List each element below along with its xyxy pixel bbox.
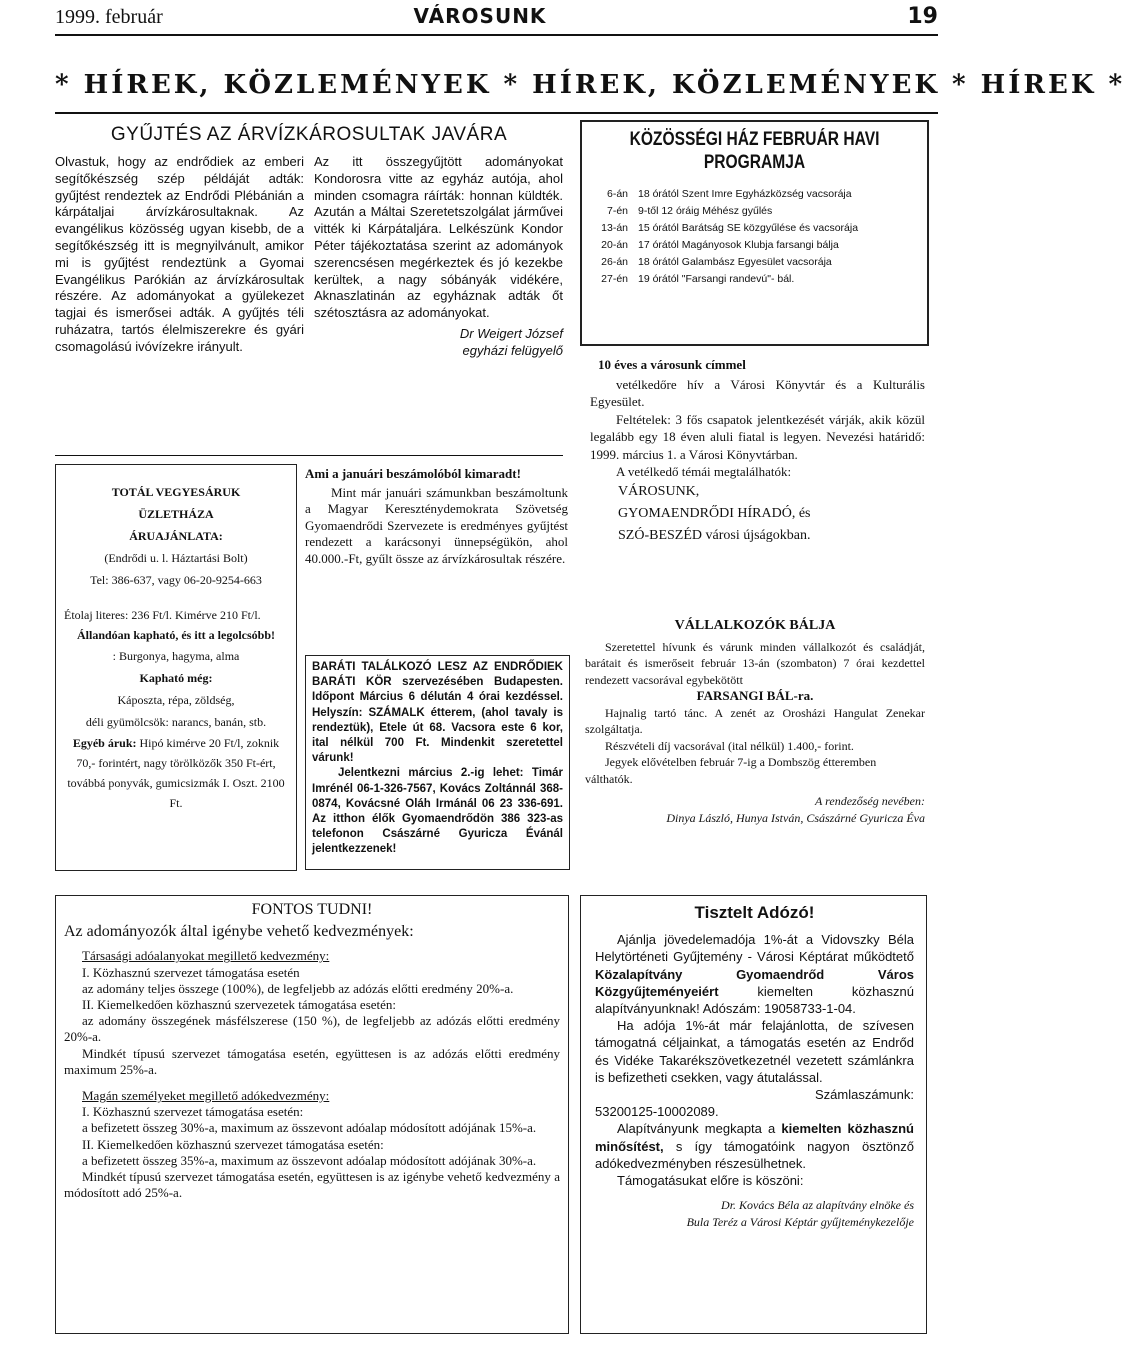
page-number: 19 <box>907 4 938 29</box>
fontos-m2-head: II. Kiemelkedően közhasznú szervezet támogatása esetén: <box>82 1136 384 1152</box>
program-item <box>582 237 927 254</box>
varosunk10-topics <box>618 481 925 547</box>
ball-farsangi: FARSANGI BÁL-ra. <box>696 688 814 703</box>
ado-p1: Ajánlja jövedelemadója 1%-át a Vidovszky Béla Helytörténeti Gyűjtemény - Városi Képtárat működtető Közalapítvány Gyomaendrőd Város Közgyűjteményeiért kiemelten közhasznú alapítványunknak! Adószám: 19058733-1-04. <box>595 932 914 1017</box>
program-item <box>582 186 927 203</box>
program-item <box>582 254 927 271</box>
total-kaphato: Kapható még: <box>139 671 213 685</box>
banner-rule <box>55 112 938 114</box>
program-day: 6-án <box>606 188 628 200</box>
ado-box <box>580 895 927 1334</box>
total-list2: Káposzta, répa, zöldség, <box>117 693 235 707</box>
gyujtes-title: GYŰJTÉS AZ ÁRVÍZKÁROSULTAK JAVÁRA <box>110 124 508 145</box>
fontos-tars-head: Társasági adóalanyokat megillető kedvezmény: <box>82 948 330 964</box>
ball-article <box>585 618 925 826</box>
program-day: 13-án <box>601 222 628 234</box>
issue-date: 1999. február <box>55 6 163 28</box>
varosunk10-article <box>590 356 925 547</box>
fontos-t2-text: az adomány összegének másfélszerese (150 %), de legfeljebb az adózás előtti eredmény 20%-a. <box>64 1013 560 1045</box>
total-list3: déli gyümölcsök: narancs, banán, stb. <box>85 715 267 729</box>
program-desc: 17 órától Magányosok Klubja farsangi bálja <box>638 239 839 251</box>
ball-signature-2: Dinya László, Hunya István, Császárné Gyuricza Éva <box>666 810 925 825</box>
ado-p4: Támogatásukat előre is köszöni: <box>617 1173 804 1189</box>
fontos-t2-head: II. Kiemelkedően közhasznú szervezetek támogatása esetén: <box>82 997 397 1013</box>
fontos-t3-text: Mindkét típusú szervezet támogatása esetén, együttesen is az adózás előtti eredmény maximum 25%-a. <box>64 1045 560 1077</box>
kozossegi-title: KÖZÖSSÉGI HÁZ FEBRUÁR HAVI PROGRAMJA <box>629 129 880 173</box>
barati-text: BARÁTI KÖR szervezésében Budapesten. Időpont Március 6 délután 4 órai kezdéssel. Helyszín: SZÁMALK étterem, (ahol tavaly is rendeztük), Etele út 68. Vacsora este 6 kor, ital nélkül 700 Ft. Mindenkit szeretettel várunk! <box>312 676 563 765</box>
total-etolaj: Étolaj literes: 236 Ft/l. Kimérve 210 Ft/l. <box>64 608 261 622</box>
program-day: 26-án <box>601 256 628 268</box>
barati-box <box>305 655 570 870</box>
ball-title: VÁLLALKOZÓK BÁLJA <box>674 618 836 633</box>
gyujtes-article <box>55 118 563 360</box>
total-line2: ÜZLETHÁZA <box>138 507 214 521</box>
barati-title: BARÁTI TALÁLKOZÓ LESZ AZ ENDRŐDIEK <box>312 661 563 673</box>
ball-signature-1: A rendezőség nevében: <box>815 794 925 808</box>
total-line3: ÁRUAJÁNLATA: <box>129 529 223 543</box>
ado-szamla: 53200125-10002089. <box>595 1104 719 1120</box>
kozossegi-box <box>580 120 929 346</box>
total-allandoan: Állandóan kapható, és itt a legolcsóbb! <box>76 628 276 642</box>
fontos-m3-text: Mindkét típusú szervezet támogatása esetén, együttesen is az igénybe vehető kedvezmény a módosított adó 25%-a. <box>64 1169 560 1201</box>
program-desc: 18 órától Szent Imre Egyházközség vacsorája <box>638 188 852 200</box>
total-line1: TOTÁL VEGYESÁRUK <box>111 485 241 499</box>
varosunk10-p2: Feltételek: 3 fős csapatok jelentkezését várják, akik közül legalább egy 18 éven aluli fiatal is legyen. Nevezési határidő: 1999. március 1. a Városi Könyvtárban. <box>590 411 925 462</box>
program-day: 27-én <box>601 273 628 285</box>
total-phone: Tel: 386-637, vagy 06-20-9254-663 <box>90 573 262 587</box>
januari-title: Ami a januári beszámolóból kimaradt! <box>305 466 521 481</box>
program-item <box>582 271 927 288</box>
gyujtes-signature-role: egyházi felügyelő <box>462 342 563 358</box>
kozossegi-list <box>582 186 927 288</box>
fontos-title: FONTOS TUDNI! <box>251 901 373 918</box>
gyujtes-signature-name: Dr Weigert József <box>459 325 563 341</box>
fontos-m2-text: a befizetett összeg 35%-a, maximum az összevont adóalap módosított adójának 30%-a. <box>82 1152 537 1168</box>
program-desc: 15 órától Barátság SE közgyűlése és vacsorája <box>638 222 859 234</box>
ado-p3: Alapítványunk megkapta a kiemelten közhasznú minősítést, s így támogatóink nagyon ösztönző adókedvezményben részesülhetnek. <box>595 1121 914 1171</box>
varosunk10-topic: VÁROSUNK, <box>618 483 700 499</box>
varosunk10-topic: GYOMAENDRŐDI HÍRADÓ, és <box>618 505 811 521</box>
program-desc: 9-től 12 óráig Méhész gyűlés <box>638 205 773 217</box>
total-egyeb: Egyéb áruk: Hipó kimérve 20 Ft/l, zoknik 70,- forintért, nagy törölközők 350 Ft-ért, továbbá ponyvák, gumicsizmák I. Oszt. 2100 Ft. <box>67 736 285 810</box>
program-day: 20-án <box>601 239 628 251</box>
paper-name: VÁROSUNK <box>413 4 547 28</box>
gyujtes-col1: Olvastuk, hogy az endrődiek az emberi segítőkészség szép példáját adták: gyűjtést rendeztek az Endrődi Plébánián a kárpátaljai árvízkárosultaknak. Az evangélikus közösség ugyan kisebb, de a segítőkészség itt is megnyilvánult, amikor mi is gyűjtést rendeztünk a Gyomai Evangélikus Parókián az árvízkárosultak részére. Az adományokat a gyülekezet tagjai és ismerősei adták. A gyűjtés téli ruházatra, tartós élelmiszerekre és gyári csomagolású ivóvízekre irányult. <box>55 154 304 354</box>
gyujtes-col2: Az itt összegyűjtött adományokat Kondorosra vitte az egyház autója, ahol minden csomagra ráírták: honnan küldték. Azután a Máltai Szeretetszolgálat járművei vitték ki Kárpátaljára. Lelkészünk Kondor Péter tájékoztatása szerint az adományok szerencsésen megérkeztek és jó kezekbe kerültek, a nagy sóbányák vidékére, Aknaszlatinán az egyháznak adták őt szétosztásra az adományokat. <box>314 154 563 321</box>
varosunk10-p3: A vetélkedő témái megtalálhatók: <box>616 464 792 479</box>
program-item <box>582 220 927 237</box>
ball-p3: Részvételi díj vacsorával (ital nélkül) 1.400,- forint. <box>605 738 854 753</box>
program-day: 7-én <box>606 205 628 217</box>
ado-signature-2: Bula Teréz a Városi Képtár gyűjteménykezelője <box>686 1215 914 1230</box>
barati-jelentkezni: Jelentkezni március 2.-ig lehet: Timár Imrénél 06-1-326-7567, Kovács Zoltánnál 368-0874, Kovácsné Oláh Irmánál 06 23 336-691. Az itthon élők Gyomaendrődön 386 323-as telefonon Császárné Gyuricza Évánál jelentkezzenek! <box>312 767 563 856</box>
program-desc: 19 órától "Farsangi randevú"- bál. <box>638 273 795 285</box>
varosunk10-p1: vetélkedőre hív a Városi Könyvtár és a Kulturális Egyesület. <box>590 376 925 409</box>
program-desc: 18 órától Galambász Egyesület vacsorája <box>638 256 832 268</box>
section-banner: * HÍREK, KÖZLEMÉNYEK * HÍREK, KÖZLEMÉNYEK * HÍREK * <box>55 70 1125 100</box>
fontos-t1-head: I. Közhasznú szervezet támogatása esetén <box>82 964 300 980</box>
fontos-m1-head: I. Közhasznú szervezet támogatása esetén: <box>82 1104 304 1120</box>
ball-p2: Hajnalig tartó tánc. A zenét az Orosházi Hangulat Zenekar szolgáltatja. <box>585 705 925 736</box>
januari-text: Mint már januári számunkban beszámoltunk a Magyar Kereszténydemokrata Szövetség Gyomaendrődi Szervezete is eredményes gyűjtést rendezett a karácsonyi ünnepségükön, ahol 40.000.-Ft, gyűlt össze az árvízkárosultak részére. <box>305 484 568 566</box>
fontos-m1-text: a befizetett összeg 30%-a, maximum az összevont adóalap módosított adójának 15%-a. <box>82 1120 537 1136</box>
fontos-t1-text: az adomány teljes összege (100%), de legfeljebb az adózás előtti eredmény 20%-a. <box>82 980 514 996</box>
varosunk10-title: 10 éves a városunk címmel <box>598 357 746 372</box>
ado-p2: Ha adója 1%-át már felajánlotta, de szívesen támogatná céljainkat, a támogatás esetén az Endrőd és Vidéke Takarékszövetkezetnél vezetett számlánkra is befizetheti csekken, vagy átutalással. Számlaszámunk: <box>595 1018 914 1103</box>
gyujtes-rule <box>55 455 563 456</box>
varosunk10-topic: SZÓ-BESZÉD városi újságokban. <box>618 527 811 543</box>
program-item <box>582 203 927 220</box>
ball-p4: Jegyek elővételben február 7-ig a Dombszög étteremben válthatók. <box>585 755 877 786</box>
ado-title: Tisztelt Adózó! <box>694 903 815 922</box>
ado-signature-1: Dr. Kovács Béla az alapítvány elnöke és <box>721 1198 914 1213</box>
total-list1: : Burgonya, hagyma, alma <box>112 649 240 663</box>
ball-p1: Szeretettel hívunk és várunk minden vállalkozót és családját, barátait és ismerőseit február 13-án (szombaton) 7 órai kezdettel rendezett vacsorával egybekötött <box>585 639 925 687</box>
januari-article <box>305 466 568 567</box>
total-box <box>55 464 297 871</box>
fontos-box <box>55 895 569 1334</box>
total-address: (Endrődi u. l. Háztartási Bolt) <box>104 551 248 565</box>
header-rule <box>55 34 938 36</box>
fontos-magan-head: Magán személyeket megillető adókedvezmény: <box>82 1088 330 1104</box>
fontos-subtitle: Az adományozók által igénybe vehető kedvezmények: <box>64 923 414 941</box>
